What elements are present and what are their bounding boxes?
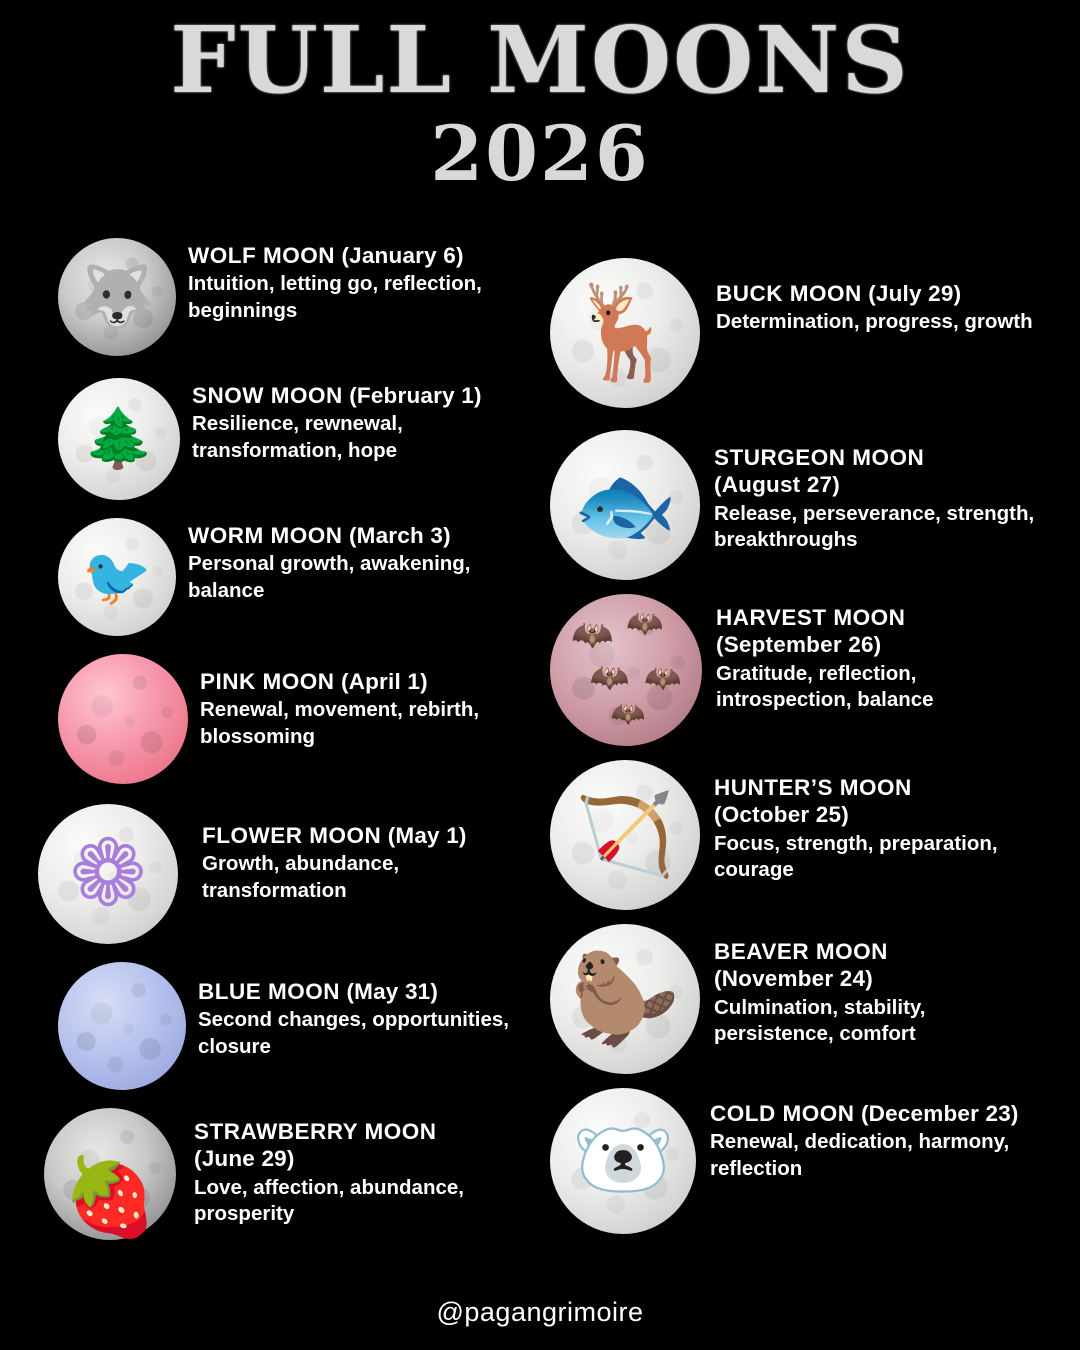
moon-image-beaver [550, 924, 700, 1074]
moon-name: BLUE MOON (May 31) [198, 979, 439, 1004]
list-item [58, 518, 540, 636]
left-column [0, 238, 540, 1254]
beaver-icon: 🦫 [570, 949, 680, 1048]
right-column [540, 238, 1080, 1254]
moon-keywords: Personal growth, awakening, balance [188, 552, 471, 602]
list-item [550, 258, 1080, 408]
moon-image-snow [58, 378, 180, 500]
page-title: FULL MOONS [170, 6, 910, 114]
moon-name: WORM MOON (March 3) [188, 523, 451, 548]
fish-icon: 🐟 [572, 458, 678, 552]
moon-image-buck [550, 258, 700, 408]
moon-keywords: Release, perseverance, strength, breakthroughs [714, 501, 1035, 552]
list-item [550, 430, 1080, 580]
moon-image-strawberry [44, 1108, 176, 1240]
moon-name: FLOWER MOON (May 1) [202, 823, 467, 848]
moon-name: BUCK MOON (July 29) [716, 281, 962, 306]
moon-image-blue [58, 962, 186, 1090]
list-item [550, 924, 1080, 1074]
list-item [58, 654, 540, 784]
bird-worm-icon: 🐦 [82, 545, 152, 608]
bats-icon: 🦇 🦇 🦇 🦇 🦇 [571, 607, 682, 730]
moon-image-hunter [550, 760, 700, 910]
list-item [58, 238, 540, 356]
moon-name: HUNTER’S MOON (October 25) [714, 775, 912, 828]
moon-name: SNOW MOON (February 1) [192, 383, 482, 408]
snow-tree-icon: 🌲 [82, 406, 156, 471]
moon-keywords: Resilience, rewnewal, transformation, hope [192, 412, 403, 462]
moon-image-sturgeon [550, 430, 700, 580]
moon-keywords: Focus, strength, preparation, courage [714, 831, 998, 882]
moon-name: PINK MOON (April 1) [200, 669, 428, 694]
moon-name: STURGEON MOON (August 27) [714, 445, 925, 498]
list-item [550, 760, 1080, 910]
moon-keywords: Renewal, movement, rebirth, blossoming [200, 698, 480, 748]
list-item [550, 1088, 1080, 1234]
moon-image-cold [550, 1088, 696, 1234]
account-handle: @pagangrimoire [436, 1297, 644, 1327]
moon-keywords: Determination, progress, growth [716, 310, 1033, 334]
moon-name: BEAVER MOON (November 24) [714, 939, 888, 992]
strawberry-icon: 🍓 [62, 1155, 158, 1240]
moon-name: HARVEST MOON (September 26) [716, 605, 906, 658]
list-item [550, 594, 1080, 746]
wolf-icon: 🐺 [79, 263, 155, 330]
list-item [38, 804, 540, 944]
moon-keywords: Intuition, letting go, reflection, beginnings [188, 272, 482, 322]
polar-bear-icon: 🐻‍❄️ [571, 1115, 675, 1206]
moons-columns [0, 238, 1080, 1254]
moon-keywords: Culmination, stability, persistence, comfort [714, 995, 926, 1046]
list-item [58, 378, 540, 500]
moon-image-flower [38, 804, 178, 944]
moon-keywords: Love, affection, abundance, prosperity [194, 1175, 464, 1226]
hunter-archer-icon: 🏹 [575, 790, 675, 879]
list-item [44, 1108, 540, 1240]
page-title-year: 2026 [430, 109, 650, 198]
flower-icon: ❁ [69, 823, 147, 925]
poster-title-block [0, 0, 1080, 201]
moon-keywords: Gratitude, reflection, introspection, balance [716, 661, 934, 712]
list-item [58, 962, 540, 1090]
moon-name: COLD MOON (December 23) [710, 1101, 1019, 1126]
moon-image-pink [58, 654, 188, 784]
deer-icon: 🦌 [567, 282, 683, 384]
moon-keywords: Renewal, dedication, harmony, reflection [710, 1130, 1010, 1180]
moon-keywords: Second changes, opportunities, closure [198, 1008, 509, 1058]
moon-keywords: Growth, abundance, transformation [202, 852, 400, 902]
moon-image-harvest [550, 594, 702, 746]
moon-image-wolf [58, 238, 176, 356]
moon-name: WOLF MOON (January 6) [188, 243, 464, 268]
moon-name: STRAWBERRY MOON (June 29) [194, 1119, 437, 1172]
moon-image-worm [58, 518, 176, 636]
